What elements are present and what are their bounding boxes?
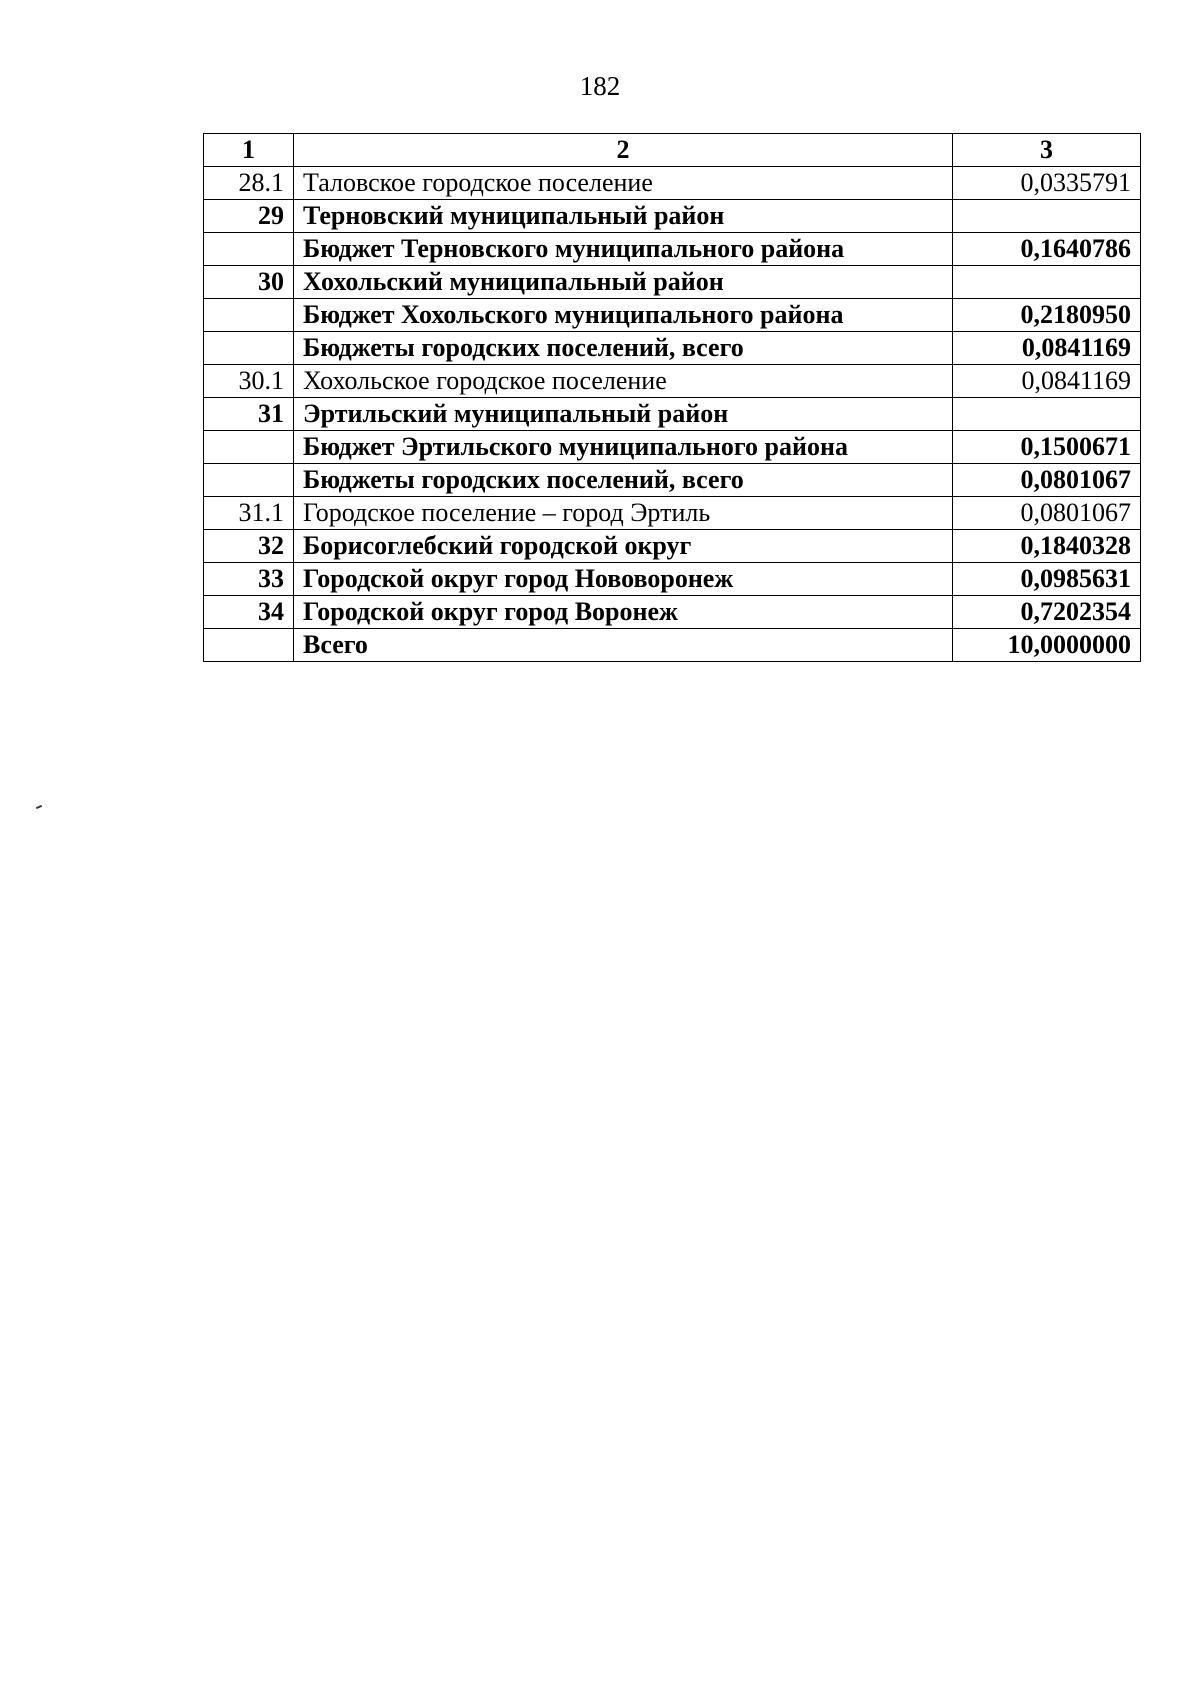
row-value [953,266,1141,299]
row-value [953,398,1141,431]
row-value: 0,0801067 [953,497,1141,530]
row-value: 0,0335791 [953,167,1141,200]
row-name: Бюджеты городских поселений, всего [294,332,953,365]
column-header-name: 2 [294,134,953,167]
row-number: 30 [204,266,294,299]
scan-artifact-mark [36,805,42,809]
row-value: 0,1500671 [953,431,1141,464]
row-name: Хохольский муниципальный район [294,266,953,299]
row-number [204,332,294,365]
table-row [204,266,1141,299]
row-number: 30.1 [204,365,294,398]
row-name: Борисоглебский городской округ [294,530,953,563]
table-row [204,365,1141,398]
row-name: Таловское городское поселение [294,167,953,200]
allocation-table [203,133,1141,662]
row-value: 0,2180950 [953,299,1141,332]
table-row [204,167,1141,200]
table-row [204,431,1141,464]
table-row [204,233,1141,266]
page-number: 182 [579,71,621,101]
table-row-total [204,629,1141,662]
row-number: 31 [204,398,294,431]
row-value [953,200,1141,233]
table-row [204,464,1141,497]
row-name: Всего [294,629,953,662]
table-row [204,398,1141,431]
row-name: Городской округ город Воронеж [294,596,953,629]
row-name: Терновский муниципальный район [294,200,953,233]
row-number [204,431,294,464]
row-name: Эртильский муниципальный район [294,398,953,431]
row-value: 0,0801067 [953,464,1141,497]
table-row [204,332,1141,365]
row-value: 10,0000000 [953,629,1141,662]
row-number: 32 [204,530,294,563]
row-name: Хохольское городское поселение [294,365,953,398]
row-number [204,233,294,266]
table-row [204,299,1141,332]
row-value: 0,0841169 [953,365,1141,398]
row-name: Бюджет Терновского муниципального района [294,233,953,266]
row-number: 34 [204,596,294,629]
row-name: Бюджет Эртильского муниципального района [294,431,953,464]
row-name: Городское поселение – город Эртиль [294,497,953,530]
row-value: 0,7202354 [953,596,1141,629]
row-number: 33 [204,563,294,596]
row-name: Бюджет Хохольского муниципального района [294,299,953,332]
row-number: 29 [204,200,294,233]
table-row [204,530,1141,563]
row-value: 0,1640786 [953,233,1141,266]
row-number [204,299,294,332]
row-number [204,629,294,662]
row-value: 0,0985631 [953,563,1141,596]
table-row [204,596,1141,629]
table-row [204,563,1141,596]
row-value: 0,1840328 [953,530,1141,563]
column-header-value: 3 [953,134,1141,167]
row-number [204,464,294,497]
table-header-row [204,134,1141,167]
column-header-number: 1 [204,134,294,167]
row-name: Городской округ город Нововоронеж [294,563,953,596]
row-name: Бюджеты городских поселений, всего [294,464,953,497]
row-value: 0,0841169 [953,332,1141,365]
row-number: 31.1 [204,497,294,530]
table-row [204,497,1141,530]
table-row [204,200,1141,233]
row-number: 28.1 [204,167,294,200]
